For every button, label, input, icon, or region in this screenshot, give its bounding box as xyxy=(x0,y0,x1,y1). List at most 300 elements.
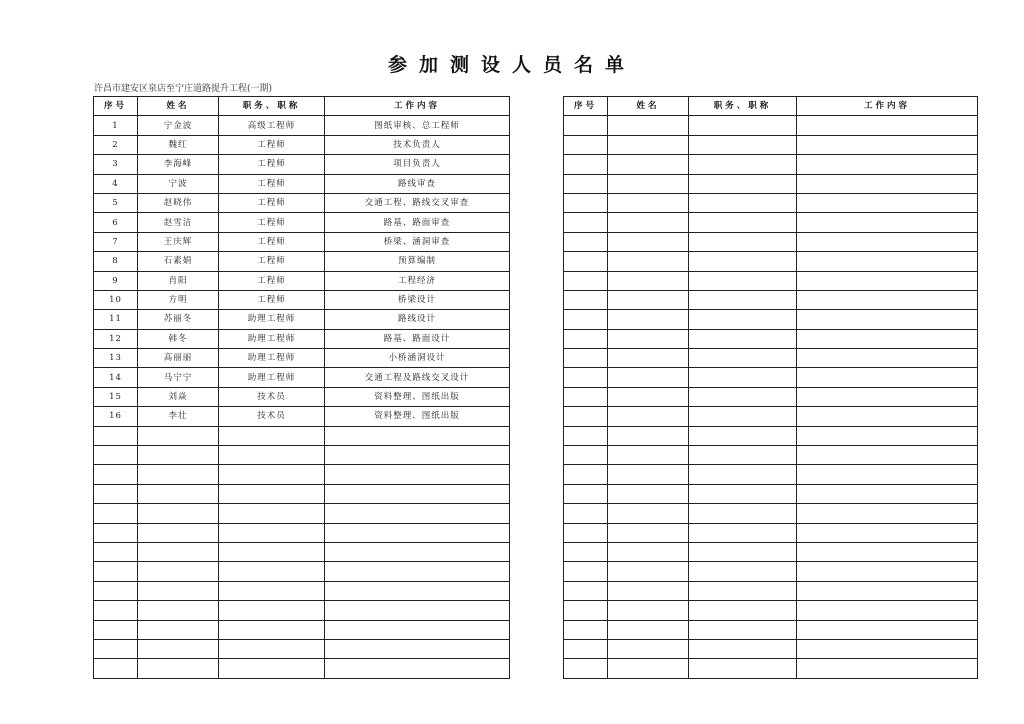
cell-title xyxy=(689,407,797,426)
cell-seq xyxy=(564,581,608,600)
table-row xyxy=(564,174,978,193)
table-row xyxy=(94,116,510,135)
cell-title: 工程师 xyxy=(219,290,325,309)
cell-work: 资料整理、图纸出版 xyxy=(325,407,510,426)
cell-work: 交通工程、路线交叉审查 xyxy=(325,193,510,212)
cell-name: 李壮 xyxy=(138,407,219,426)
cell-name xyxy=(608,290,689,309)
cell-title xyxy=(689,465,797,484)
table-row xyxy=(564,290,978,309)
table-row xyxy=(94,349,510,368)
table-row xyxy=(564,504,978,523)
table-row xyxy=(94,639,510,658)
table-row xyxy=(564,659,978,678)
cell-title xyxy=(689,310,797,329)
cell-name xyxy=(608,387,689,406)
cell-title xyxy=(689,446,797,465)
cell-seq: 13 xyxy=(94,349,138,368)
cell-work: 技术负责人 xyxy=(325,135,510,154)
cell-work xyxy=(797,562,978,581)
cell-name xyxy=(608,407,689,426)
cell-name xyxy=(608,639,689,658)
table-row xyxy=(94,542,510,561)
table-row xyxy=(94,193,510,212)
cell-title xyxy=(689,193,797,212)
cell-seq: 5 xyxy=(94,193,138,212)
cell-work xyxy=(797,387,978,406)
cell-work xyxy=(325,465,510,484)
table-row xyxy=(564,310,978,329)
cell-seq xyxy=(564,174,608,193)
page-title: 参加测设人员名单 xyxy=(387,54,636,76)
cell-work xyxy=(797,484,978,503)
cell-name: 韩冬 xyxy=(138,329,219,348)
cell-work xyxy=(797,581,978,600)
cell-seq: 8 xyxy=(94,252,138,271)
cell-seq xyxy=(564,465,608,484)
table-body-right xyxy=(564,116,978,678)
table-row xyxy=(564,155,978,174)
cell-seq xyxy=(94,639,138,658)
cell-title: 工程师 xyxy=(219,252,325,271)
cell-title xyxy=(689,174,797,193)
table-row xyxy=(94,620,510,639)
cell-name: 宁波 xyxy=(138,174,219,193)
cell-work: 预算编制 xyxy=(325,252,510,271)
cell-title xyxy=(689,504,797,523)
cell-title xyxy=(219,504,325,523)
table-row xyxy=(564,135,978,154)
cell-work xyxy=(325,620,510,639)
cell-seq xyxy=(564,349,608,368)
cell-title: 工程师 xyxy=(219,174,325,193)
cell-work xyxy=(325,542,510,561)
cell-seq xyxy=(564,155,608,174)
cell-title: 高级工程师 xyxy=(219,116,325,135)
cell-work xyxy=(797,155,978,174)
cell-work: 桥梁设计 xyxy=(325,290,510,309)
cell-title: 技术员 xyxy=(219,407,325,426)
personnel-table-left xyxy=(93,96,510,679)
cell-seq xyxy=(564,620,608,639)
cell-work xyxy=(325,659,510,678)
cell-work xyxy=(797,523,978,542)
table-row xyxy=(564,271,978,290)
cell-work xyxy=(325,426,510,445)
cell-title xyxy=(689,232,797,251)
cell-work xyxy=(325,581,510,600)
cell-title: 助理工程师 xyxy=(219,310,325,329)
cell-name: 宁金波 xyxy=(138,116,219,135)
header-work: 工作内容 xyxy=(325,97,510,116)
cell-seq xyxy=(564,135,608,154)
cell-title xyxy=(689,581,797,600)
table-row xyxy=(94,484,510,503)
table-row xyxy=(564,232,978,251)
table-row xyxy=(564,601,978,620)
table-row xyxy=(564,252,978,271)
cell-title: 助理工程师 xyxy=(219,349,325,368)
cell-seq: 7 xyxy=(94,232,138,251)
cell-work xyxy=(797,601,978,620)
cell-name: 赵雪洁 xyxy=(138,213,219,232)
cell-title: 助理工程师 xyxy=(219,329,325,348)
table-row xyxy=(94,232,510,251)
cell-work xyxy=(797,213,978,232)
cell-name xyxy=(138,504,219,523)
cell-seq xyxy=(564,213,608,232)
cell-seq xyxy=(564,426,608,445)
cell-work xyxy=(797,116,978,135)
cell-name xyxy=(608,232,689,251)
cell-name xyxy=(608,659,689,678)
cell-name: 马宁宁 xyxy=(138,368,219,387)
cell-name xyxy=(138,484,219,503)
table-row xyxy=(564,639,978,658)
table-row xyxy=(564,581,978,600)
cell-work xyxy=(797,310,978,329)
cell-work xyxy=(797,252,978,271)
cell-name xyxy=(138,562,219,581)
cell-name xyxy=(608,349,689,368)
cell-work: 路线设计 xyxy=(325,310,510,329)
cell-seq xyxy=(94,504,138,523)
cell-seq xyxy=(564,387,608,406)
cell-title xyxy=(689,620,797,639)
cell-work: 工程经济 xyxy=(325,271,510,290)
cell-seq xyxy=(564,542,608,561)
cell-title xyxy=(219,426,325,445)
cell-work: 路基、路面审查 xyxy=(325,213,510,232)
cell-work xyxy=(325,562,510,581)
cell-name: 刘焱 xyxy=(138,387,219,406)
cell-work xyxy=(325,504,510,523)
cell-work xyxy=(797,174,978,193)
table-row xyxy=(564,426,978,445)
table-row xyxy=(564,368,978,387)
cell-seq xyxy=(564,368,608,387)
table-row xyxy=(94,562,510,581)
cell-name: 李海峰 xyxy=(138,155,219,174)
cell-work xyxy=(797,329,978,348)
cell-title xyxy=(219,523,325,542)
cell-seq: 6 xyxy=(94,213,138,232)
cell-title xyxy=(689,426,797,445)
cell-title xyxy=(689,213,797,232)
cell-name xyxy=(608,601,689,620)
cell-work xyxy=(325,639,510,658)
cell-name xyxy=(608,271,689,290)
cell-seq xyxy=(94,446,138,465)
personnel-table-right xyxy=(563,96,978,679)
cell-seq: 16 xyxy=(94,407,138,426)
cell-title xyxy=(689,368,797,387)
cell-name xyxy=(138,659,219,678)
cell-name: 肖阳 xyxy=(138,271,219,290)
cell-title xyxy=(689,290,797,309)
cell-work xyxy=(325,484,510,503)
cell-seq: 9 xyxy=(94,271,138,290)
cell-title xyxy=(689,601,797,620)
cell-title xyxy=(689,252,797,271)
cell-name: 方明 xyxy=(138,290,219,309)
cell-title: 工程师 xyxy=(219,271,325,290)
project-name: 许昌市建安区泉店至宁庄道路提升工程(一期) xyxy=(94,84,273,94)
cell-name xyxy=(608,523,689,542)
cell-seq xyxy=(564,252,608,271)
table-body-left xyxy=(94,116,510,678)
cell-work: 路线审查 xyxy=(325,174,510,193)
cell-name: 苏丽冬 xyxy=(138,310,219,329)
cell-title: 工程师 xyxy=(219,155,325,174)
header-title: 职务、职称 xyxy=(689,97,797,116)
cell-name xyxy=(608,484,689,503)
table-row xyxy=(94,523,510,542)
cell-title: 技术员 xyxy=(219,387,325,406)
cell-work: 交通工程及路线交叉设计 xyxy=(325,368,510,387)
cell-work: 小桥涵洞设计 xyxy=(325,349,510,368)
cell-name xyxy=(608,465,689,484)
cell-title xyxy=(689,271,797,290)
cell-seq: 12 xyxy=(94,329,138,348)
table-row xyxy=(564,329,978,348)
cell-seq xyxy=(94,465,138,484)
cell-work xyxy=(325,446,510,465)
cell-title xyxy=(219,620,325,639)
cell-seq: 10 xyxy=(94,290,138,309)
cell-seq xyxy=(564,407,608,426)
cell-title xyxy=(219,542,325,561)
cell-name xyxy=(608,542,689,561)
cell-work xyxy=(325,601,510,620)
cell-work xyxy=(797,193,978,212)
cell-work xyxy=(797,639,978,658)
cell-work xyxy=(797,446,978,465)
table-row xyxy=(94,290,510,309)
cell-name xyxy=(138,542,219,561)
cell-seq xyxy=(564,601,608,620)
cell-work xyxy=(797,659,978,678)
cell-name xyxy=(138,620,219,639)
cell-name xyxy=(138,523,219,542)
table-row xyxy=(564,523,978,542)
cell-seq xyxy=(564,659,608,678)
cell-seq xyxy=(564,639,608,658)
table-header-row xyxy=(94,97,510,116)
cell-seq xyxy=(94,426,138,445)
table-row xyxy=(564,465,978,484)
cell-name xyxy=(138,639,219,658)
cell-work xyxy=(797,504,978,523)
cell-title xyxy=(689,116,797,135)
cell-work xyxy=(797,135,978,154)
cell-title xyxy=(689,523,797,542)
cell-name xyxy=(608,446,689,465)
cell-title xyxy=(689,155,797,174)
table-header-row xyxy=(564,97,978,116)
cell-title xyxy=(689,349,797,368)
table-row xyxy=(94,426,510,445)
header-title: 职务、职称 xyxy=(219,97,325,116)
cell-title xyxy=(689,387,797,406)
table-row xyxy=(564,213,978,232)
cell-work: 项目负责人 xyxy=(325,155,510,174)
cell-seq xyxy=(564,523,608,542)
table-row xyxy=(94,581,510,600)
table-row xyxy=(94,407,510,426)
cell-seq xyxy=(564,310,608,329)
cell-title xyxy=(689,639,797,658)
cell-name xyxy=(608,620,689,639)
cell-name: 石素娟 xyxy=(138,252,219,271)
cell-name: 魏红 xyxy=(138,135,219,154)
cell-work xyxy=(325,523,510,542)
cell-seq xyxy=(94,542,138,561)
cell-name xyxy=(608,116,689,135)
header-seq: 序号 xyxy=(564,97,608,116)
cell-name xyxy=(608,581,689,600)
table-row xyxy=(94,213,510,232)
cell-seq xyxy=(94,523,138,542)
cell-title xyxy=(219,562,325,581)
cell-seq: 11 xyxy=(94,310,138,329)
table-row xyxy=(94,252,510,271)
cell-seq xyxy=(564,329,608,348)
cell-seq xyxy=(94,601,138,620)
cell-title: 工程师 xyxy=(219,213,325,232)
cell-seq xyxy=(94,581,138,600)
cell-title xyxy=(219,659,325,678)
cell-work xyxy=(797,290,978,309)
cell-name xyxy=(608,252,689,271)
cell-name xyxy=(608,504,689,523)
cell-work xyxy=(797,465,978,484)
table-row xyxy=(94,155,510,174)
table-row xyxy=(564,562,978,581)
cell-name xyxy=(138,601,219,620)
table-row xyxy=(94,387,510,406)
cell-name xyxy=(138,465,219,484)
cell-seq: 3 xyxy=(94,155,138,174)
cell-seq xyxy=(564,290,608,309)
cell-title xyxy=(219,446,325,465)
table-row xyxy=(564,484,978,503)
table-row xyxy=(564,407,978,426)
cell-seq xyxy=(564,232,608,251)
cell-seq xyxy=(564,484,608,503)
table-row xyxy=(564,387,978,406)
table-row xyxy=(94,368,510,387)
table-row xyxy=(564,620,978,639)
cell-seq xyxy=(564,504,608,523)
cell-seq xyxy=(564,193,608,212)
cell-title xyxy=(689,484,797,503)
table-row xyxy=(564,446,978,465)
cell-title xyxy=(219,581,325,600)
cell-seq xyxy=(94,620,138,639)
cell-name xyxy=(608,213,689,232)
cell-name xyxy=(608,135,689,154)
cell-work: 图纸审核、总工程师 xyxy=(325,116,510,135)
cell-work xyxy=(797,368,978,387)
header-work: 工作内容 xyxy=(797,97,978,116)
cell-name xyxy=(138,446,219,465)
table-row xyxy=(564,542,978,561)
cell-work xyxy=(797,620,978,639)
cell-work xyxy=(797,426,978,445)
cell-name xyxy=(608,310,689,329)
cell-seq: 2 xyxy=(94,135,138,154)
table-row xyxy=(564,349,978,368)
cell-title: 工程师 xyxy=(219,135,325,154)
cell-title xyxy=(689,542,797,561)
table-row xyxy=(94,174,510,193)
cell-title xyxy=(689,329,797,348)
cell-seq: 4 xyxy=(94,174,138,193)
cell-seq: 14 xyxy=(94,368,138,387)
table-row xyxy=(94,659,510,678)
cell-title: 助理工程师 xyxy=(219,368,325,387)
cell-seq: 1 xyxy=(94,116,138,135)
cell-name xyxy=(608,562,689,581)
cell-work xyxy=(797,232,978,251)
cell-name: 赵晓伟 xyxy=(138,193,219,212)
cell-work xyxy=(797,542,978,561)
table-row xyxy=(94,601,510,620)
cell-title xyxy=(689,135,797,154)
cell-seq: 15 xyxy=(94,387,138,406)
cell-name: 王庆辉 xyxy=(138,232,219,251)
cell-name xyxy=(608,368,689,387)
cell-title xyxy=(219,601,325,620)
table-row xyxy=(94,135,510,154)
cell-title xyxy=(689,659,797,678)
cell-work: 路基、路面设计 xyxy=(325,329,510,348)
cell-seq xyxy=(94,659,138,678)
header-name: 姓名 xyxy=(608,97,689,116)
cell-title xyxy=(689,562,797,581)
table-row xyxy=(94,271,510,290)
table-row xyxy=(94,310,510,329)
cell-title: 工程师 xyxy=(219,193,325,212)
cell-work xyxy=(797,407,978,426)
cell-seq xyxy=(564,562,608,581)
cell-title xyxy=(219,639,325,658)
table-row xyxy=(94,329,510,348)
cell-name xyxy=(138,426,219,445)
cell-name xyxy=(608,329,689,348)
cell-seq xyxy=(94,484,138,503)
cell-work: 桥梁、涵洞审查 xyxy=(325,232,510,251)
table-row xyxy=(94,465,510,484)
table-row xyxy=(564,193,978,212)
cell-title: 工程师 xyxy=(219,232,325,251)
cell-name xyxy=(608,193,689,212)
cell-work xyxy=(797,271,978,290)
header-seq: 序号 xyxy=(94,97,138,116)
header-name: 姓名 xyxy=(138,97,219,116)
cell-title xyxy=(219,465,325,484)
cell-work: 资料整理、图纸出版 xyxy=(325,387,510,406)
cell-title xyxy=(219,484,325,503)
table-row xyxy=(564,116,978,135)
cell-seq xyxy=(94,562,138,581)
table-row xyxy=(94,446,510,465)
cell-seq xyxy=(564,446,608,465)
cell-name xyxy=(608,155,689,174)
cell-seq xyxy=(564,116,608,135)
cell-name xyxy=(608,174,689,193)
